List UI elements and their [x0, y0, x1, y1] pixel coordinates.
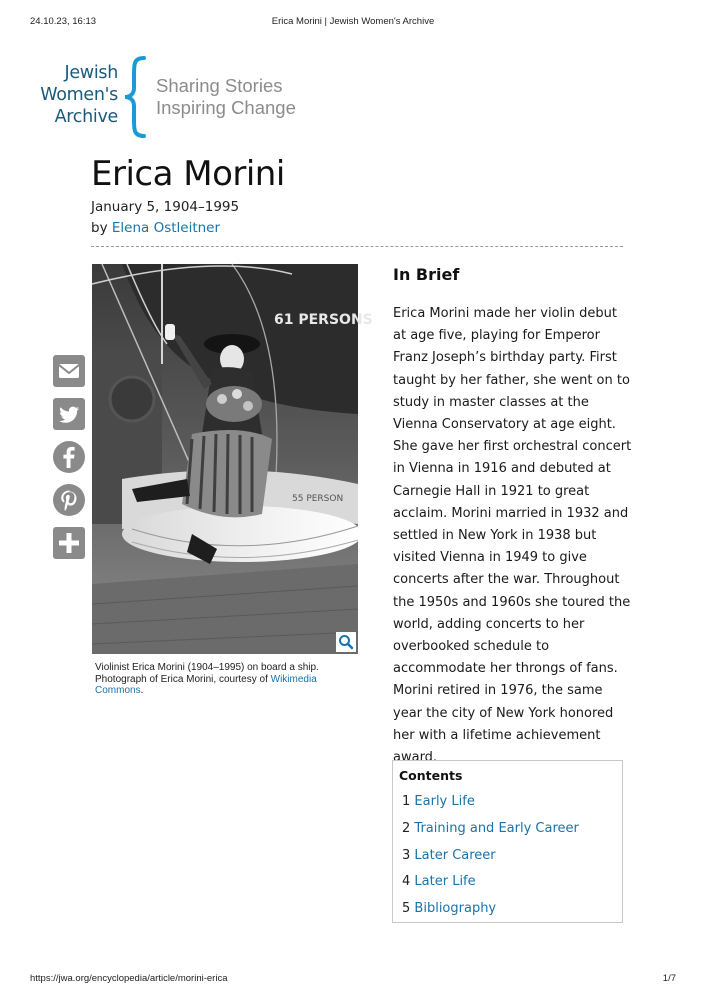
logo-wordmark [30, 62, 118, 128]
in-brief-text: Erica Morini made her violin debut at age five, playing for Emperor Franz Joseph’s birthday party. First taught by her father, she went on to study in master classes at the Vienna Conservatory at age eight. She gave her first orchestral concert in Vienna in 1916 and debuted at Carnegie Hall in 1921 to great acclaim. Morini married in 1932 and settled in New York in 1938 but visited Vienna in 1949 to give concerts after the war. Throughout the 1950s and 1960s she toured the world, adding concerts to her overbooked schedule to accommodate her throngs of fans. Morini retired in 1976, the same year the city of New York honored her with a lifetime achievement award. [393, 306, 632, 766]
photo-sign-text: 61 PERSONS [274, 312, 373, 328]
toc-number: 1 [402, 794, 411, 809]
logo-brace-icon [122, 56, 148, 138]
email-icon[interactable] [53, 355, 85, 387]
print-header [30, 16, 676, 30]
logo-tagline-1: Sharing Stories [156, 75, 283, 96]
logo-tagline [156, 75, 296, 119]
caption-source-link[interactable]: Wikimedia Commons [95, 673, 317, 696]
zoom-button[interactable] [336, 632, 356, 652]
print-footer [30, 973, 676, 987]
contents-heading: Contents [399, 768, 463, 783]
toc-number: 5 [402, 901, 411, 917]
toc-number: 4 [402, 874, 411, 890]
toc-number: 2 [402, 820, 411, 836]
pinterest-icon[interactable] [53, 484, 85, 516]
facebook-icon[interactable] [53, 441, 85, 473]
toc-link[interactable]: Early Life [414, 794, 475, 809]
site-logo[interactable] [30, 56, 330, 138]
author-link[interactable]: Elena Ostleitner [111, 220, 221, 236]
article-title: Erica Morini [91, 154, 285, 194]
photo-image [92, 264, 373, 654]
toc-link[interactable]: Bibliography [414, 901, 497, 917]
logo-tagline-2: Inspiring Change [156, 97, 296, 118]
byline-prefix: by [91, 220, 108, 236]
toc-item-later-career[interactable] [399, 843, 616, 870]
title-divider [91, 246, 623, 247]
caption-text: Violinist Erica Morini (1904–1995) on board a ship. Photograph of Erica Morini, courtesy of [95, 662, 319, 685]
photo-sign-text-2: 55 PERSON [292, 494, 344, 504]
toc-item-training[interactable] [399, 816, 616, 843]
toc-link[interactable]: Training and Early Career [414, 820, 579, 836]
caption-end: . [140, 685, 144, 696]
print-datetime: 24.10.23, 16:13 [30, 16, 97, 27]
toc-link[interactable]: Later Life [414, 874, 476, 890]
logo-line-archive: Archive [54, 107, 118, 127]
share-plus-icon[interactable] [53, 527, 85, 559]
magnifier-icon [336, 632, 356, 652]
twitter-icon[interactable] [53, 398, 85, 430]
article-byline [91, 220, 220, 236]
logo-line-womens: Women's [40, 85, 118, 105]
toc-item-early-life[interactable] [399, 789, 616, 816]
table-of-contents [392, 760, 623, 923]
article-photo[interactable] [92, 264, 373, 654]
toc-number: 3 [402, 847, 411, 863]
share-bar [53, 355, 85, 570]
photo-caption [95, 662, 355, 697]
toc-item-bibliography[interactable] [399, 896, 616, 923]
in-brief-heading: In Brief [393, 265, 460, 284]
print-page-title: Erica Morini | Jewish Women's Archive [271, 16, 435, 27]
article-dates: January 5, 1904–1995 [91, 199, 240, 215]
print-url: https://jwa.org/encyclopedia/article/morini-erica [30, 973, 228, 984]
print-page-number: 1/7 [662, 973, 676, 984]
logo-line-jewish: Jewish [64, 63, 118, 83]
toc-item-later-life[interactable] [399, 869, 616, 896]
toc-link[interactable]: Later Career [414, 847, 496, 863]
